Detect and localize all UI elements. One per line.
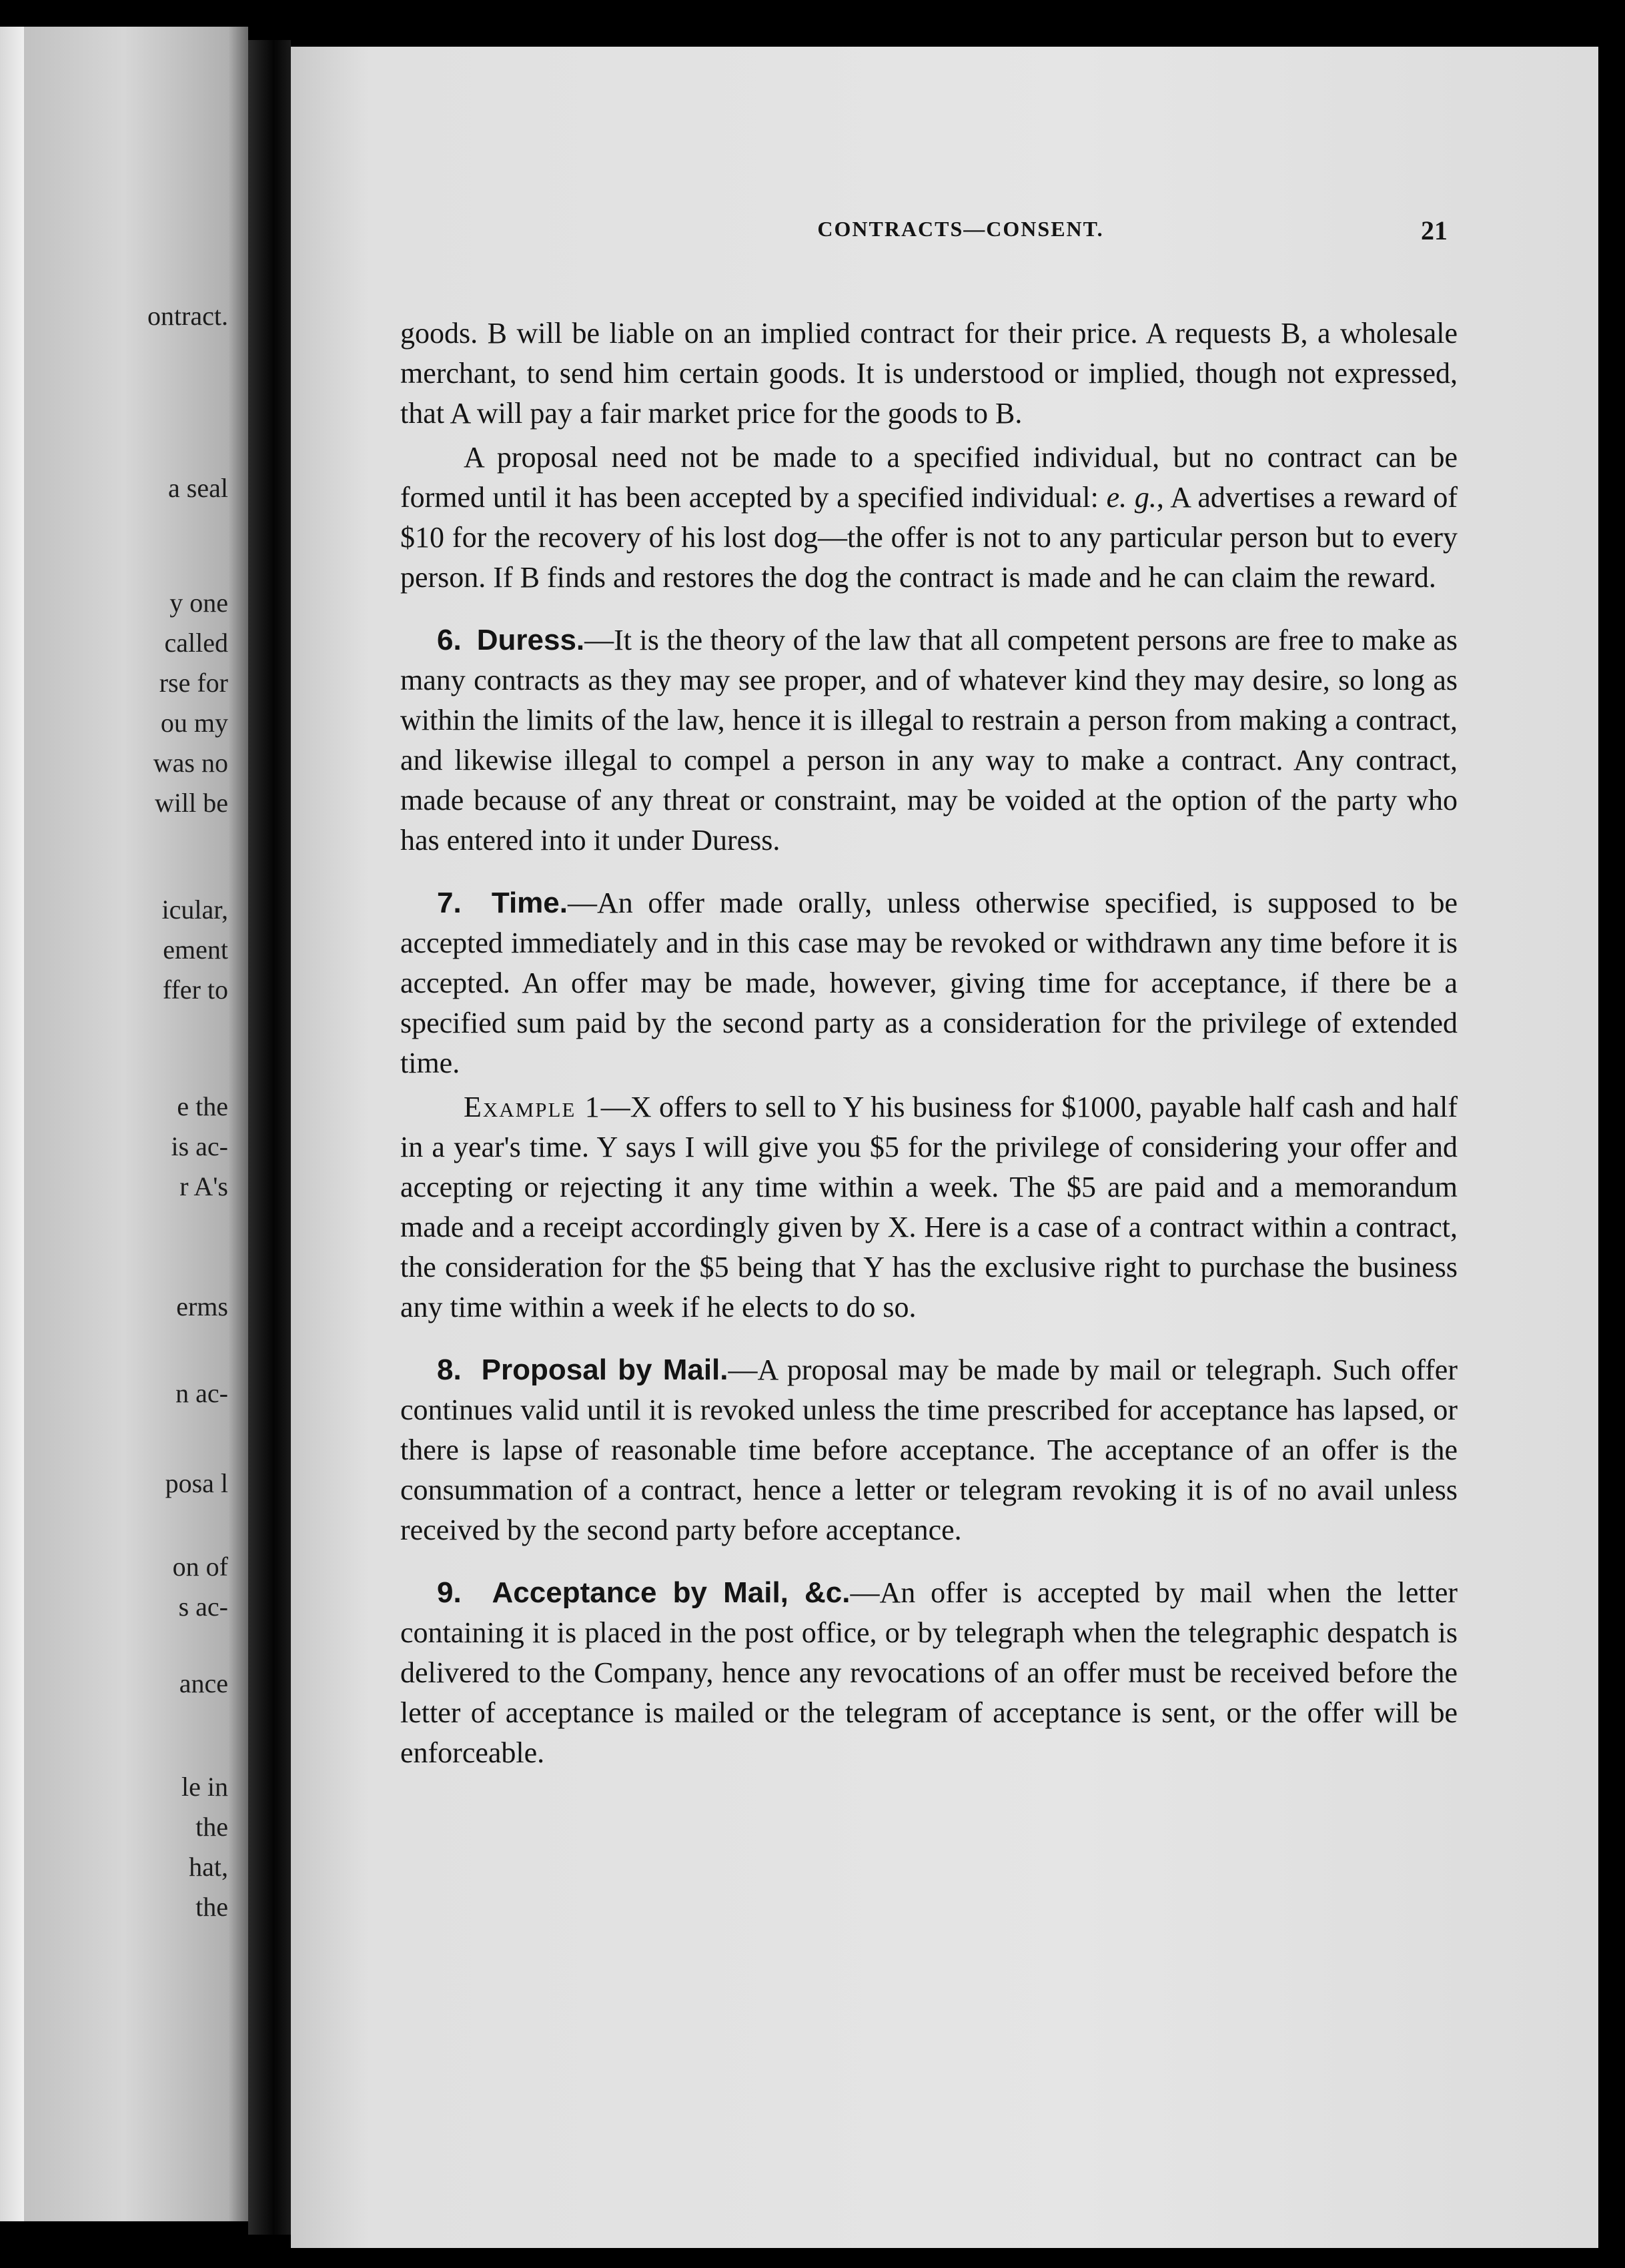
eg-abbrev: e. g. [1106, 481, 1157, 514]
left-fragment: rse for [159, 668, 228, 698]
left-fragment: the [195, 1812, 228, 1842]
left-fragment: icular, [161, 895, 228, 925]
left-fragment: will be [155, 788, 228, 818]
left-fragment: is ac- [171, 1131, 228, 1161]
page-number: 21 [1421, 215, 1448, 245]
section-text: —An offer made orally, unless otherwise specified, is supposed to be accepted immediately and in this case may be revoked or withdrawn any time before it is accepted. An offer may be made, however, giving time for acceptance, if there be a specified sum paid by the second party as a consideration for the privilege of extended time. [400, 887, 1458, 1079]
left-fragment: ement [163, 935, 228, 965]
left-fragment: ou my [160, 708, 228, 738]
left-fragment: ance [179, 1668, 228, 1698]
left-fragment: hat, [189, 1852, 228, 1882]
section-number: 7. [437, 887, 462, 919]
left-fragment: ffer to [162, 975, 228, 1005]
left-fragment: n ac- [175, 1378, 228, 1408]
section-text: —It is the theory of the law that all competent persons are free to make as many contracts as they may see proper, and of whatever kind they may desire, so long as within the limits of the law, hence it is illegal to restrain a person from making a contract, and likewise illegal to compel a person in any way to make a contract. Any contract, made because of any threat or constraint, may be voided at the option of the party who has entered into it under Duress. [400, 624, 1458, 857]
left-fragment: ontract. [147, 301, 228, 331]
section-duress [400, 620, 1458, 861]
left-fragment: s ac- [178, 1592, 228, 1622]
left-fragment: on of [172, 1552, 228, 1582]
section-time [400, 883, 1458, 1083]
left-fragment: was no [153, 748, 228, 778]
section-title: Acceptance by Mail, &c. [492, 1576, 851, 1609]
left-fragment: le in [181, 1772, 228, 1802]
section-title: Time. [491, 887, 568, 919]
paragraph-proposal [400, 438, 1458, 598]
left-page [0, 27, 248, 2221]
left-page-edge [0, 27, 24, 2221]
section-number: 9. [437, 1576, 462, 1609]
section-title: Proposal by Mail. [481, 1353, 728, 1386]
left-fragment: posa l [165, 1468, 228, 1498]
example-label: Example 1 [464, 1091, 601, 1123]
section-title: Duress. [476, 624, 585, 656]
proposal-text-b: , A advertises a reward of $10 for the recovery of his lost dog—the offer is not to any particular person but to every person. If B finds and restores the dog the contract is made and he can claim the reward. [400, 481, 1458, 594]
paragraph-goods: goods. B will be liable on an implied contract for their price. A requests B, a wholesale merchant, to send him certain goods. It is understood or implied, though not expressed, that A will pay a fair market price for the goods to B. [400, 317, 1458, 430]
book-gutter [248, 40, 291, 2235]
running-head: CONTRACTS—CONSENT. [817, 217, 1104, 241]
example-text: —X offers to sell to Y his business for $1000, payable half cash and half in a year's time. Y says I will give you $5 for the privilege of considering your offer and accepting or rejecting it any time within a week. The $5 are paid and a memorandum made and a receipt accordingly given by X. Here is a case of a contract within a contract, the consideration for the $5 being that Y has the exclusive right to purchase the business any time within a week if he elects to do so. [400, 1091, 1458, 1323]
section-text: —A proposal may be made by mail or telegraph. Such offer continues valid until it is revoked unless the time prescribed for acceptance has lapsed, or there is lapse of reasonable time before acceptance. The acceptance of an offer is the consummation of a contract, hence a letter or telegram revoking it is of no avail unless received by the second party before acceptance. [400, 1353, 1458, 1546]
section-number: 6. [437, 624, 462, 656]
section-number: 8. [437, 1353, 462, 1386]
section-acceptance-by-mail [400, 1573, 1458, 1773]
section-text: —An offer is accepted by mail when the letter containing it is placed in the post office, or by telegraph when the telegraphic despatch is delivered to the Company, hence any revocations of an offer must be received before the letter of acceptance is mailed or the telegram of acceptance is sent, or the offer will be enforceable. [400, 1576, 1458, 1769]
left-fragment: e the [177, 1091, 228, 1121]
section-proposal-by-mail [400, 1350, 1458, 1550]
paragraph-example [400, 1087, 1458, 1327]
left-fragment: erms [176, 1291, 228, 1321]
left-fragment: the [195, 1892, 228, 1922]
left-fragment: a seal [168, 473, 228, 503]
proposal-text-a: A proposal need not be made to a specified individual, but no contract can be formed until it has been accepted by a specified individual: [400, 441, 1458, 514]
left-fragment: y one [169, 588, 228, 618]
left-fragment: called [164, 628, 228, 658]
body-text [400, 314, 1458, 1773]
left-fragment: r A's [179, 1171, 228, 1201]
